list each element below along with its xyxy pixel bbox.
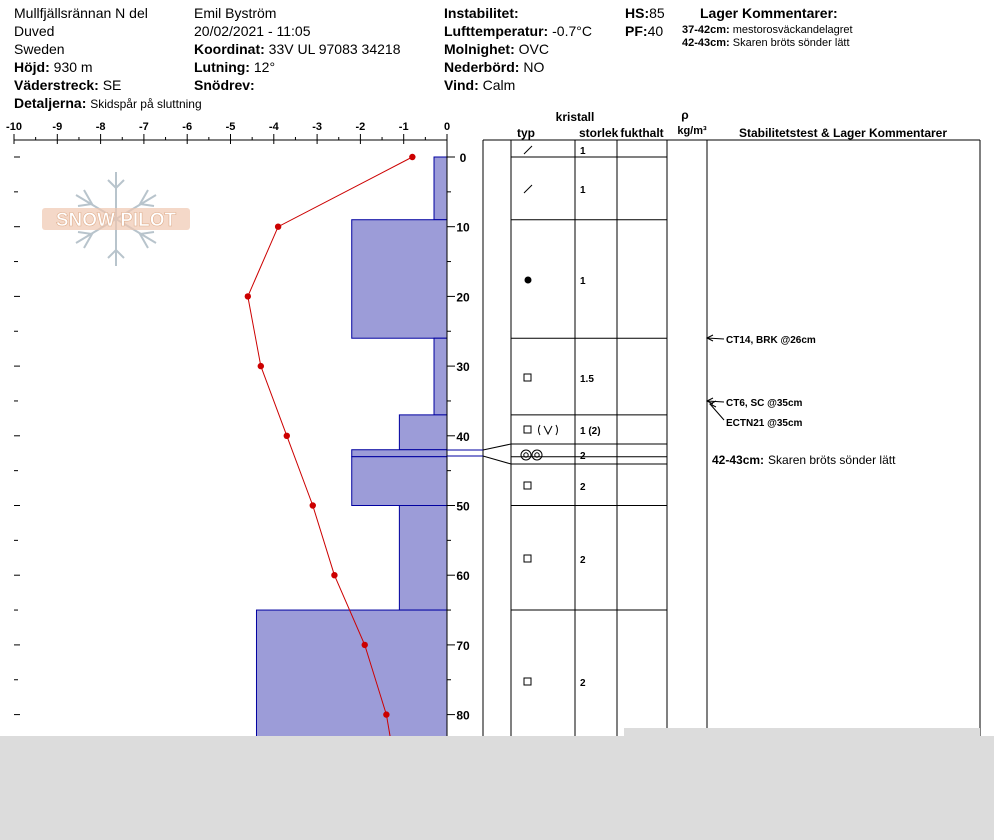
details-label: Detaljerna:	[14, 95, 87, 111]
column-header-rho: ρ	[681, 108, 689, 122]
precip-particle-icon	[524, 146, 532, 154]
stability-test-label: CT6, SC @35cm	[726, 398, 803, 409]
temperature-point	[284, 433, 290, 439]
cloud-cover-label: Molnighet:	[444, 41, 515, 57]
x-tick-label: -9	[52, 121, 63, 133]
coordinate-label: Koordinat:	[194, 41, 265, 57]
crystal-fc_dh-icon	[524, 425, 558, 435]
temperature-point	[362, 642, 368, 648]
layer-comment-2-text: Skaren bröts sönder lätt	[732, 37, 850, 49]
location-name: Mullfjällsrännan N del	[14, 5, 148, 21]
temperature-point	[310, 502, 316, 508]
crystal-size-label: 2	[580, 451, 586, 462]
x-tick-label: -8	[95, 121, 106, 133]
observation-datetime: 20/02/2021 - 11:05	[194, 23, 311, 39]
melt-form-icon	[521, 450, 531, 460]
crystal-fc-icon	[524, 374, 531, 381]
wind-label: Vind:	[444, 77, 479, 93]
hardness-bar-1	[352, 220, 447, 338]
air-temperature-value: -0.7°C	[552, 23, 592, 39]
instability-label: Instabilitet:	[444, 5, 519, 21]
y-tick-label: 40	[456, 429, 470, 444]
hardness-bar-6	[399, 506, 447, 611]
x-tick-label: -6	[182, 121, 193, 133]
faceted-crystal-icon	[524, 678, 531, 685]
temperature-point	[258, 363, 264, 369]
snowpilot-logo	[38, 170, 194, 270]
stability-arrow-line	[710, 404, 724, 420]
layer-connector	[447, 456, 511, 464]
crystal-pp-icon	[524, 185, 532, 193]
hardness-bar-2	[434, 338, 447, 415]
x-tick-label: -4	[268, 121, 279, 133]
aspect-label: Väderstreck:	[14, 77, 99, 93]
slope-label: Lutning:	[194, 59, 250, 75]
crystal-size-label: 1.5	[580, 374, 594, 385]
precipitation-value: NO	[523, 59, 545, 75]
wind-value: Calm	[482, 77, 516, 93]
precipitation-label: Nederbörd:	[444, 59, 520, 75]
crystal-size-label: 1	[580, 185, 586, 196]
crystal-mf-icon	[521, 450, 542, 460]
y-tick-label: 30	[456, 360, 470, 375]
crystal-size-label: 2	[580, 555, 586, 566]
stability-comment-text: Skaren bröts sönder lätt	[768, 453, 896, 467]
crystal-size-label: 2	[580, 678, 586, 689]
faceted-crystal-icon	[524, 555, 531, 562]
crystal-rg-icon	[525, 277, 532, 284]
crystal-pp-icon	[524, 146, 532, 154]
x-tick-label: -7	[139, 121, 149, 133]
hardness-bar-0	[434, 157, 447, 220]
layer-connector	[447, 444, 511, 450]
x-tick-label: -3	[312, 121, 322, 133]
temperature-point	[383, 711, 389, 717]
crystal-fc-icon	[524, 555, 531, 562]
crystal-size-label: 1 (2)	[580, 426, 601, 437]
cloud-cover-value: OVC	[518, 41, 549, 57]
x-tick-label: -1	[398, 121, 409, 133]
penetration-foot-label: PF:	[625, 23, 648, 39]
column-header-kgm3: kg/m³	[677, 125, 707, 137]
crystal-fc-icon	[524, 482, 531, 489]
column-header-kristall: kristall	[555, 110, 595, 124]
hardness-bar-7	[256, 610, 447, 749]
melt-form-icon	[532, 450, 542, 460]
layer-comment-2-depth: 42-43cm:	[682, 37, 730, 49]
hardness-bar-3	[399, 415, 447, 450]
details-value: Skidspår på sluttning	[90, 97, 202, 111]
column-header-stability: Stabilitetstest & Lager Kommentarer	[738, 126, 948, 140]
layer-comment-1-text: mestorosväckandelagret	[732, 24, 853, 36]
rounded-grain-icon	[525, 277, 532, 284]
temperature-point	[409, 154, 415, 160]
faceted-crystal-icon	[524, 426, 531, 433]
layer-comments-title: Lager Kommentarer:	[700, 5, 838, 21]
faceted-crystal-icon	[524, 374, 531, 381]
stability-test-label: ECTN21 @35cm	[726, 418, 803, 429]
penetration-foot-value: 40	[647, 23, 664, 39]
footer-panel	[0, 736, 994, 840]
y-tick-label: 0	[459, 151, 467, 165]
x-tick-label: 0	[443, 121, 451, 133]
x-tick-label: -10	[6, 121, 22, 133]
elevation-label: Höjd:	[14, 59, 50, 75]
precip-particle-icon	[524, 185, 532, 193]
snow-height-value: 85	[649, 5, 665, 21]
region-name: Duved	[14, 23, 55, 39]
temperature-point	[331, 572, 337, 578]
column-header-typ: typ	[517, 126, 535, 140]
stability-comment	[712, 453, 896, 467]
crystal-size-label: 2	[580, 482, 586, 493]
y-tick-label: 10	[456, 220, 470, 235]
hardness-bar-5	[352, 457, 447, 506]
y-tick-label: 60	[456, 569, 470, 584]
stability-comment-depth: 42-43cm:	[712, 453, 765, 467]
temperature-point	[275, 224, 281, 230]
slope-value: 12°	[253, 59, 276, 75]
y-tick-label: 20	[456, 290, 470, 305]
observer-name: Emil Byström	[194, 5, 277, 21]
stability-test-label: CT14, BRK @26cm	[726, 335, 816, 346]
logo-text: SNOW PILOT	[55, 210, 177, 231]
depth-hoar-icon	[544, 426, 552, 434]
x-tick-label: -5	[225, 121, 236, 133]
aspect-value: SE	[102, 77, 122, 93]
y-tick-label: 50	[456, 499, 470, 514]
x-tick-label: -2	[355, 121, 366, 133]
layer-comment-1-depth: 37-42cm:	[682, 24, 730, 36]
coordinate-value: 33V UL 97083 34218	[268, 41, 401, 57]
crystal-size-label: 1	[580, 276, 586, 287]
elevation-value: 930 m	[53, 59, 93, 75]
temperature-point	[245, 293, 251, 299]
hardness-bar-4	[352, 450, 447, 457]
y-tick-label: 80	[456, 708, 470, 723]
y-tick-label: 70	[456, 638, 470, 653]
crystal-size-label: 1	[580, 146, 586, 157]
snowdrift-label: Snödrev:	[194, 77, 255, 93]
column-header-fukthalt: fukthalt	[620, 126, 664, 140]
column-header-storlek: storlek	[579, 126, 619, 140]
country-name: Sweden	[14, 41, 65, 57]
faceted-crystal-icon	[524, 482, 531, 489]
snow-height-label: HS:	[625, 5, 650, 21]
air-temperature-label: Lufttemperatur:	[444, 23, 549, 39]
crystal-fc-icon	[524, 678, 531, 685]
